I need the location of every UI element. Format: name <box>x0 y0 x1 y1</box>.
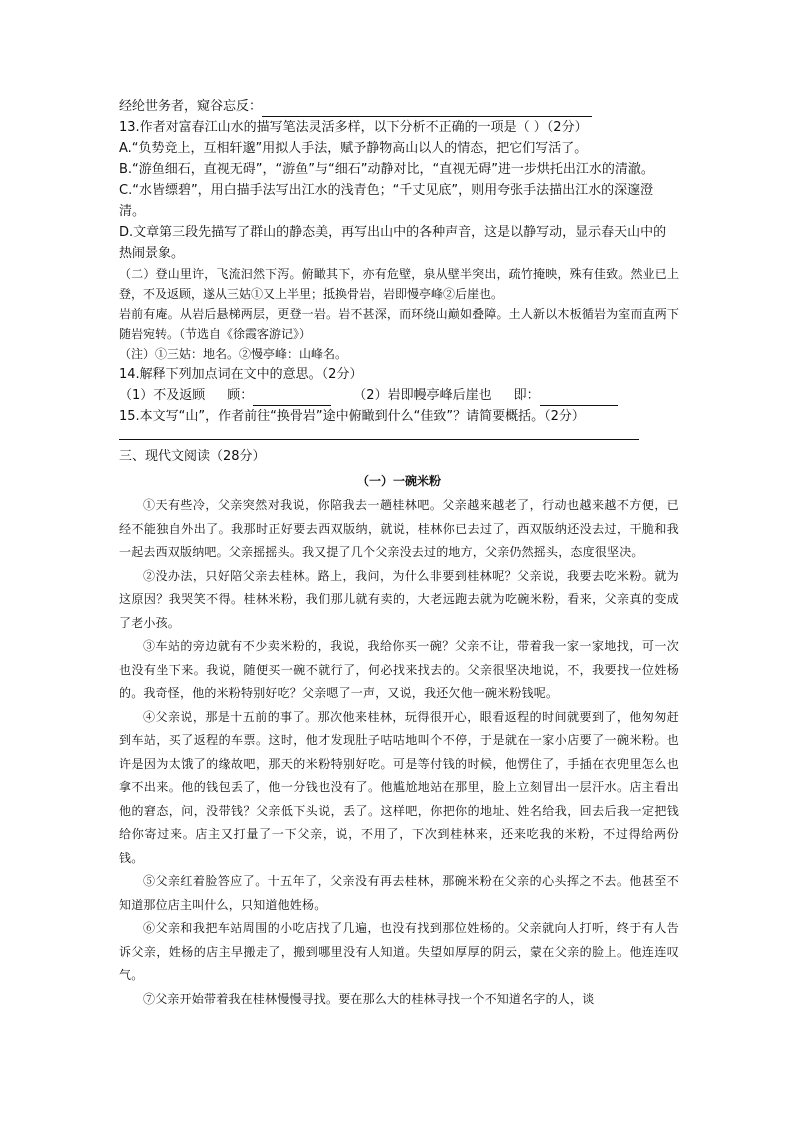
article-paragraph-2: ②没办法，只好陪父亲去桂林。路上，我问，为什么非要到桂林呢？父亲说，我要去吃米粉。就为这原因？我哭笑不得。桂林米粉，我们那儿就有卖的，大老远跑去就为吃碗米粉，看来，父亲真的变成了老小孩。 <box>119 568 679 630</box>
q14-item-2: （2）岩即幔亭峰后崖也 <box>353 388 492 403</box>
article-paragraph-1: ①天有些冷，父亲突然对我说，你陪我去一趟桂林吧。父亲越来越老了，行动也越来越不方便，已经不能独自外出了。我那时正好要去西双版纳，就说，桂林你已去过了，西双版纳还没去过，干脆和我一起去西双版纳吧。父亲摇摇头。我又提了几个父亲没去过的地方，父亲仍然摇头，态度很坚决。 <box>119 498 679 559</box>
passage-2-note: （注）①三姑：地名。②慢亭峰：山峰名。 <box>119 347 348 361</box>
article-title: （一）一碗米粉 <box>356 474 441 488</box>
question-13-option-c: C.“水皆缥碧”，用白描手法写出江水的浅青色；“千丈见底”，则用夸张手法描出江水的深邃澄清。 <box>119 183 654 219</box>
question-13-option-a: A.“负势竞上，互相轩邈”用拟人手法，赋予静物高山以人的情态，把它们写活了。 <box>119 141 588 156</box>
article-paragraph-3: ③车站的旁边就有不少卖米粉的，我说，我给你买一碗？父亲不让，带着我一家一家地找，可一次也没有坐下来。我说，随便买一碗不就行了，何必找来找去的。父亲很坚决地说，不，我要找一位姓杨的。我奇怪，他的米粉特别好吃？父亲嗯了一声，又说，我还欠他一碗米粉钱呢。 <box>119 639 679 700</box>
answer-line-top <box>119 96 679 117</box>
answer-blank[interactable] <box>262 102 592 117</box>
article-paragraph-5: ⑤父亲红着脸答应了。十五年了，父亲没有再去桂林，那碗米粉在父亲的心头挥之不去。他甚至不知道那位店主叫什么，只知道他姓杨。 <box>119 874 679 912</box>
q14-blank-1[interactable] <box>253 391 331 406</box>
question-13-option-d: D.文章第三段先描写了群山的静态美，再写出山中的各种声音，这是以静写动，显示春天山中的热闹景象。 <box>119 225 667 261</box>
q14-item-2-word: 即： <box>513 388 540 403</box>
line-prefix: 经纶世务者，窥谷忘反： <box>119 99 263 114</box>
question-14-items <box>119 385 679 406</box>
question-15-stem: 15.本文写“山”，作者前往“换骨岩”途中俯瞰到什么“佳致”？请简要概括。（2分） <box>119 409 585 424</box>
page-content <box>119 96 679 1011</box>
section-3-heading: 三、现代文阅读（28分） <box>119 449 266 464</box>
q14-item-1-word: 顾： <box>227 388 254 403</box>
q14-blank-2[interactable] <box>540 391 618 406</box>
passage-2-para-2: 岩前有庵。从岩后悬梯两层，更登一岩。岩不甚深，而环绕山巅如叠障。土人新以木板循岩为室而直两下随岩宛转。（节选自《徐霞客游记》） <box>119 307 679 341</box>
article-paragraph-7: ⑦父亲开始带着我在桂林慢慢寻找。要在那么大的桂林寻找一个不知道名字的人，谈 <box>143 991 595 1006</box>
q15-answer-line[interactable] <box>119 427 639 440</box>
question-13-option-b: B.“游鱼细石，直视无碍”，“游鱼”与“细石”动静对比，“直视无碍”进一步烘托出江水的清澈。 <box>119 162 654 177</box>
article-paragraph-4: ④父亲说，那是十五前的事了。那次他来桂林，玩得很开心，眼看返程的时间就要到了，他匆匆赶到车站，买了返程的车票。这时，他才发现肚子咕咕地叫个不停，于是就在一家小店要了一碗米粉。也许是因为太饿了的缘故吧，那天的米粉特别好吃。可是等付钱的时候，他愣住了，手插在衣兜里怎么也拿不出来。他的钱包丢了，他一分钱也没有了。他尴尬地站在那里，脸上立刻冒出一层汗水。店主看出他的窘态，问，没带钱？父亲低下头说，丢了。这样吧，你把你的地址、姓名给我，回去后我一定把钱给你寄过来。店主又打量了一下父亲，说，不用了，下次到桂林来，还来吃我的米粉，不过得给两份钱。 <box>119 709 679 865</box>
question-14-stem: 14.解释下列加点词在文中的意思。（2分） <box>119 367 363 382</box>
passage-2-para-1: （二）登山里许，飞流汩然下泻。俯瞰其下，亦有危壁，泉从壁半突出，疏竹掩映，殊有佳致。然业已上登，不及返顾，遂从三姑①又上半里；抵换骨岩，岩即慢亭峰②后崖也。 <box>119 267 679 301</box>
article-paragraph-6: ⑥父亲和我把车站周围的小吃店找了几遍，也没有找到那位姓杨的。父亲就向人打听，终于有人告诉父亲，姓杨的店主早搬走了，搬到哪里没有人知道。失望如厚厚的阴云，蒙在父亲的脸上。他连连叹气。 <box>119 921 679 982</box>
question-13-stem: 13.作者对富春江山水的描写笔法灵活多样，以下分析不正确的一项是（ ）（2分） <box>119 120 588 135</box>
q14-item-1: （1）不及返顾 <box>119 388 206 403</box>
